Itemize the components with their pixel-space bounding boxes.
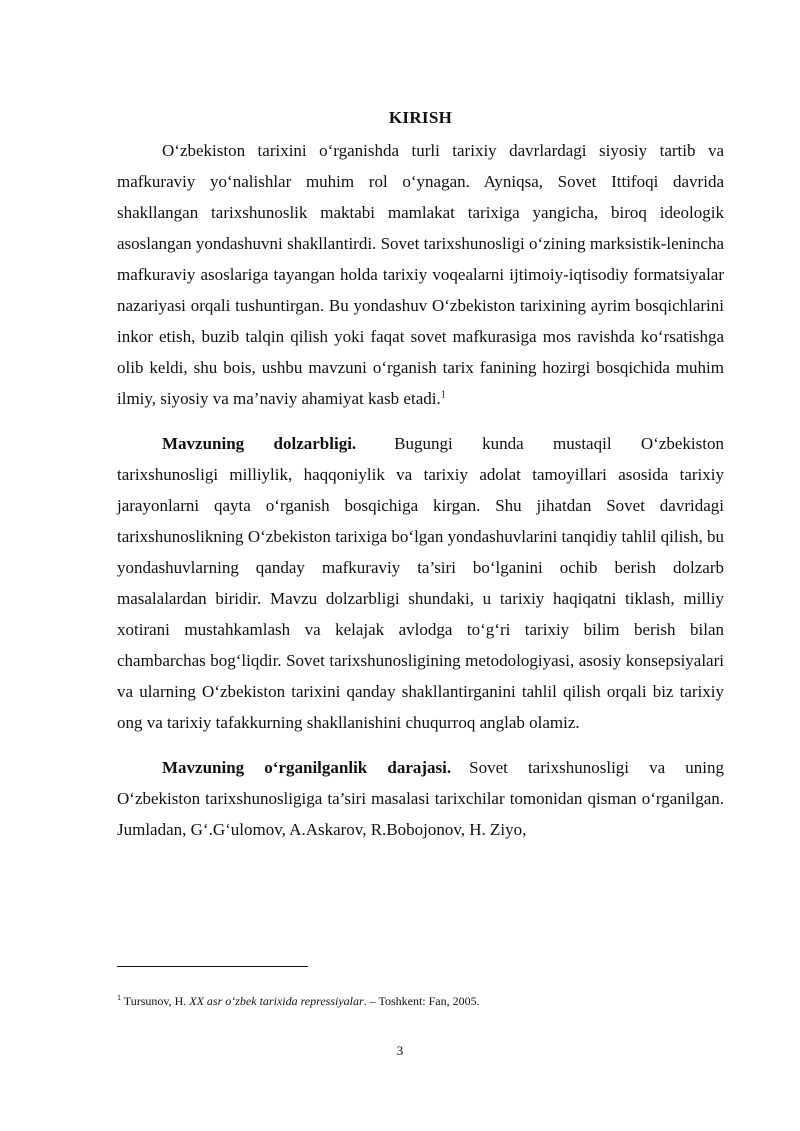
study-level-heading: Mavzuning o‘rganilganlik darajasi.: [162, 758, 452, 777]
study-level-text: Sovet tarixshunosligi va uning O‘zbekiston tarixshunosligiga ta’siri masalasi tarixchilar tomonidan qisman o‘rganilgan. Jumladan, G‘.G‘ulomov, A.Askarov, R.Bobojonov, H. Ziyo,: [117, 758, 725, 839]
page-number: 3: [396, 1043, 404, 1058]
relevance-paragraph: [117, 428, 724, 738]
footnote: [117, 993, 724, 1009]
relevance-text: Bugungi kunda mustaqil O‘zbekiston tarixshunosligi milliylik, haqqoniylik va tarixiy adolat tamoyillari asosida tarixiy jarayonlarni qayta o‘rganish bosqichiga kirgan. Shu jihatdan Sovet davridagi tarixshunoslikning O‘zbekiston tarixiga bo‘lgan yondashuvlarini tanqidiy tahlil qilish, bu yondashuvlarning qanday mafkuraviy ta’siri bo‘lganini ochib berish dolzarb masalalardan biridir. Mavzu dolzarbligi shundaki, u tarixiy haqiqatni tiklash, milliy xotirani mustahkamlash va kelajak avlodga to‘g‘ri tarixiy bilim berish bilan chambarchas bog‘liqdir. Sovet tarixshunosligining metodologiyasi, asosiy konsepsiyalari va ularning O‘zbekiston tarixini qanday shakllantirganini tahlil qilish orqali biz tarixiy ong va tarixiy tafakkurning shakllanishini chuqurroq anglab olamiz.: [117, 434, 724, 732]
intro-text: O‘zbekiston tarixini o‘rganishda turli tarixiy davrlardagi siyosiy tartib va mafkuraviy yo‘nalishlar muhim rol o‘ynagan. Ayniqsa, Sovet Ittifoqi davrida shakllangan tarixshunoslik maktabi mamlakat tarixiga yangicha, biroq ideologik asoslangan yondashuvni shakllantirdi. Sovet tarixshunosligi o‘zining marksistik-lenincha mafkuraviy asoslariga tayangan holda tarixiy voqealarni ijtimoiy-iqtisodiy formatsiyalar nazariyasi orqali tushuntirgan. Bu yondashuv O‘zbekiston tarixining ayrim bosqichlarini inkor etish, buzib talqin qilish yoki faqat sovet mafkurasiga mos ravishda ko‘rsatishga olib keldi, shu bois, ushbu mavzuni o‘rganish tarix fanining hozirgi bosqichida muhim ilmiy, siyosiy va ma’naviy ahamiyat kasb etadi.: [117, 141, 724, 408]
footnote-reference: 1: [440, 389, 446, 401]
footnote-number: 1: [117, 993, 121, 1002]
intro-paragraph: [117, 135, 724, 414]
study-level-paragraph: [117, 752, 724, 845]
footnote-publication: . – Toshkent: Fan, 2005.: [363, 994, 480, 1008]
footnote-separator: [117, 966, 308, 967]
section-title: KIRISH: [388, 108, 453, 127]
footnote-author: Tursunov, H.: [123, 994, 187, 1008]
footnote-work-title: XX asr o‘zbek tarixida repressiyalar: [189, 994, 364, 1008]
document-page: [117, 108, 724, 845]
relevance-heading: Mavzuning dolzarbligi.: [162, 434, 357, 453]
